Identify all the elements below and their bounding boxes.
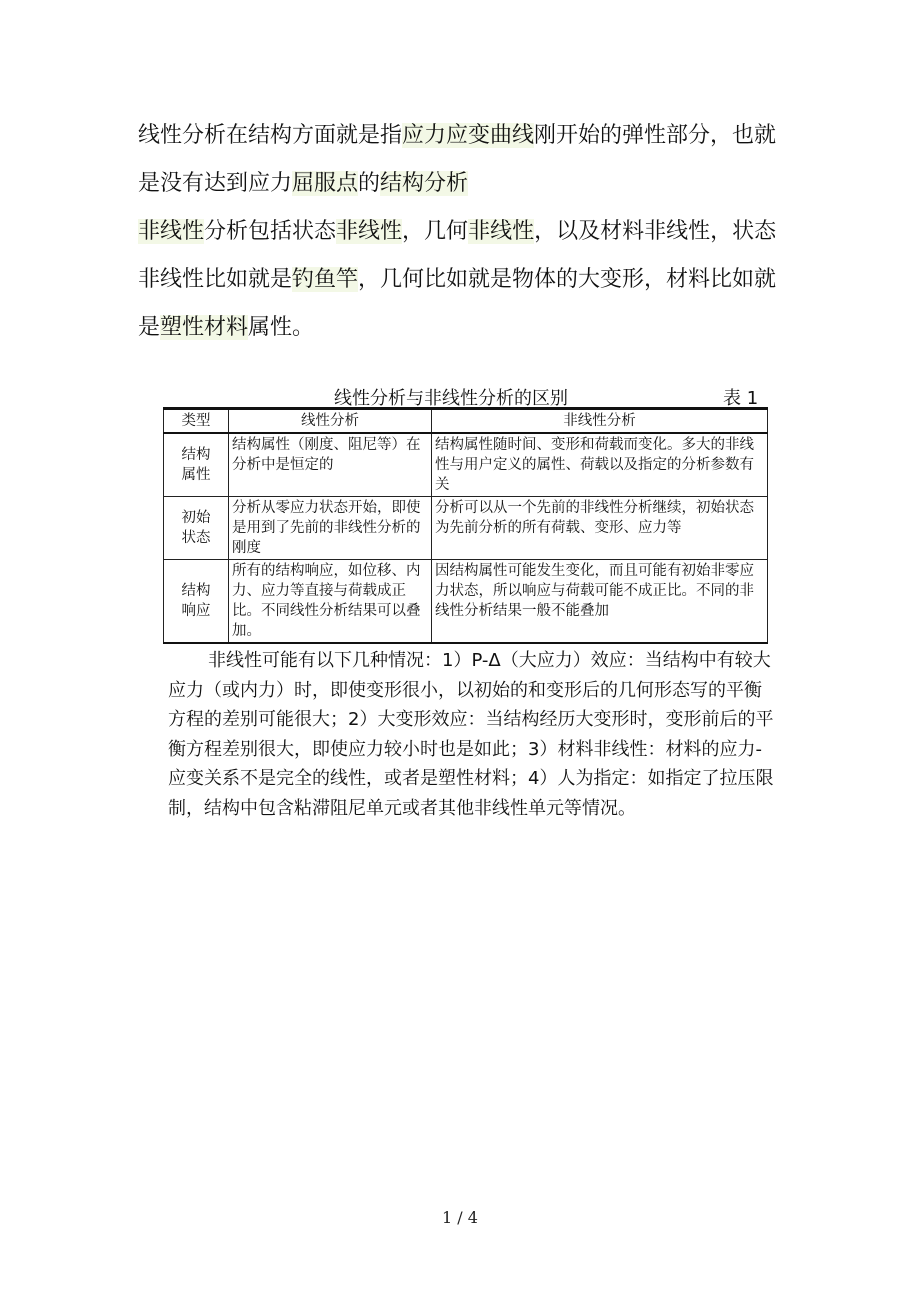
row-type-cell: 结构 响应 bbox=[164, 560, 229, 644]
paragraph-text: 线性分析在结构方面就是指 bbox=[138, 123, 403, 148]
nonlinear-cell: 因结构属性可能发生变化，而且可能有初始非零应力状态，所以响应与荷载可能不成正比。不同的非线性分析结果一般不能叠加 bbox=[432, 560, 768, 644]
header-nonlinear: 非线性分析 bbox=[432, 409, 768, 434]
paragraph-text: ，几何比如就是物体的大变形，材料比如就是 bbox=[138, 267, 777, 340]
nonlinear-cell: 结构属性随时间、变形和荷载而变化。多大的非线性与用户定义的属性、荷载以及指定的分析参数有关 bbox=[432, 433, 768, 497]
table-row bbox=[164, 433, 768, 497]
highlighted-term: 非线性 bbox=[138, 219, 205, 244]
comparison-table bbox=[163, 407, 768, 644]
paragraph-text: 的 bbox=[358, 171, 381, 196]
table-caption: 线性分析与非线性分析的区别 bbox=[334, 388, 568, 409]
paragraph-text: 属性。 bbox=[248, 315, 315, 340]
paragraph-text: 刚开始的弹性部分，也就是没有达到应力 bbox=[138, 123, 777, 196]
paragraph-text: 分析包括状态 bbox=[204, 219, 337, 244]
highlighted-term: 塑性材料 bbox=[160, 315, 249, 340]
table-number: 表 1 bbox=[723, 388, 759, 409]
paragraph-text: ，以及材料非线性，状态非线性比如就是 bbox=[138, 219, 777, 292]
header-linear: 线性分析 bbox=[229, 409, 432, 434]
row-type-cell: 结构 属性 bbox=[164, 433, 229, 497]
intro-paragraph bbox=[138, 112, 788, 208]
linear-cell: 结构属性（刚度、阻尼等）在分析中是恒定的 bbox=[229, 433, 432, 497]
highlighted-term: 结构分析 bbox=[380, 171, 469, 196]
table-header-row bbox=[164, 409, 768, 434]
linear-cell: 所有的结构响应，如位移、内力、应力等直接与荷载成正比。不同线性分析结果可以叠加。 bbox=[229, 560, 432, 644]
highlighted-term: 钓鱼竿 bbox=[292, 267, 359, 292]
linear-cell: 分析从零应力状态开始，即使是用到了先前的非线性分析的刚度 bbox=[229, 497, 432, 560]
highlighted-term: 非线性 bbox=[468, 219, 535, 244]
highlighted-term: 屈服点 bbox=[292, 171, 359, 196]
page-number: 1 / 4 bbox=[442, 1208, 478, 1227]
paragraph-text: ，几何 bbox=[402, 219, 469, 244]
row-type-cell: 初始 状态 bbox=[164, 497, 229, 560]
header-type: 类型 bbox=[164, 409, 229, 434]
table-row bbox=[164, 497, 768, 560]
nonlinear-paragraph bbox=[138, 208, 788, 352]
nonlinear-cell: 分析可以从一个先前的非线性分析继续，初始状态为先前分析的所有荷载、变形、应力等 bbox=[432, 497, 768, 560]
table-row bbox=[164, 560, 768, 644]
nonlinear-cases-note: 非线性可能有以下几种情况：1）P-Δ（大应力）效应：当结构中有较大应力（或内力）时，即使变形很小，以初始的和变形后的几何形态写的平衡方程的差别可能很大；2）大变形效应：当结构经历大变形时，变形前后的平衡方程差别很大，即使应力较小时也是如此；3）材料非线性：材料的应力-应变关系不是完全的线性，或者是塑性材料；4）人为指定：如指定了拉压限制，结构中包含粘滞阻尼单元或者其他非线性单元等情况。 bbox=[168, 650, 774, 819]
highlighted-term: 应力应变曲线 bbox=[402, 123, 535, 148]
highlighted-term: 非线性 bbox=[336, 219, 403, 244]
